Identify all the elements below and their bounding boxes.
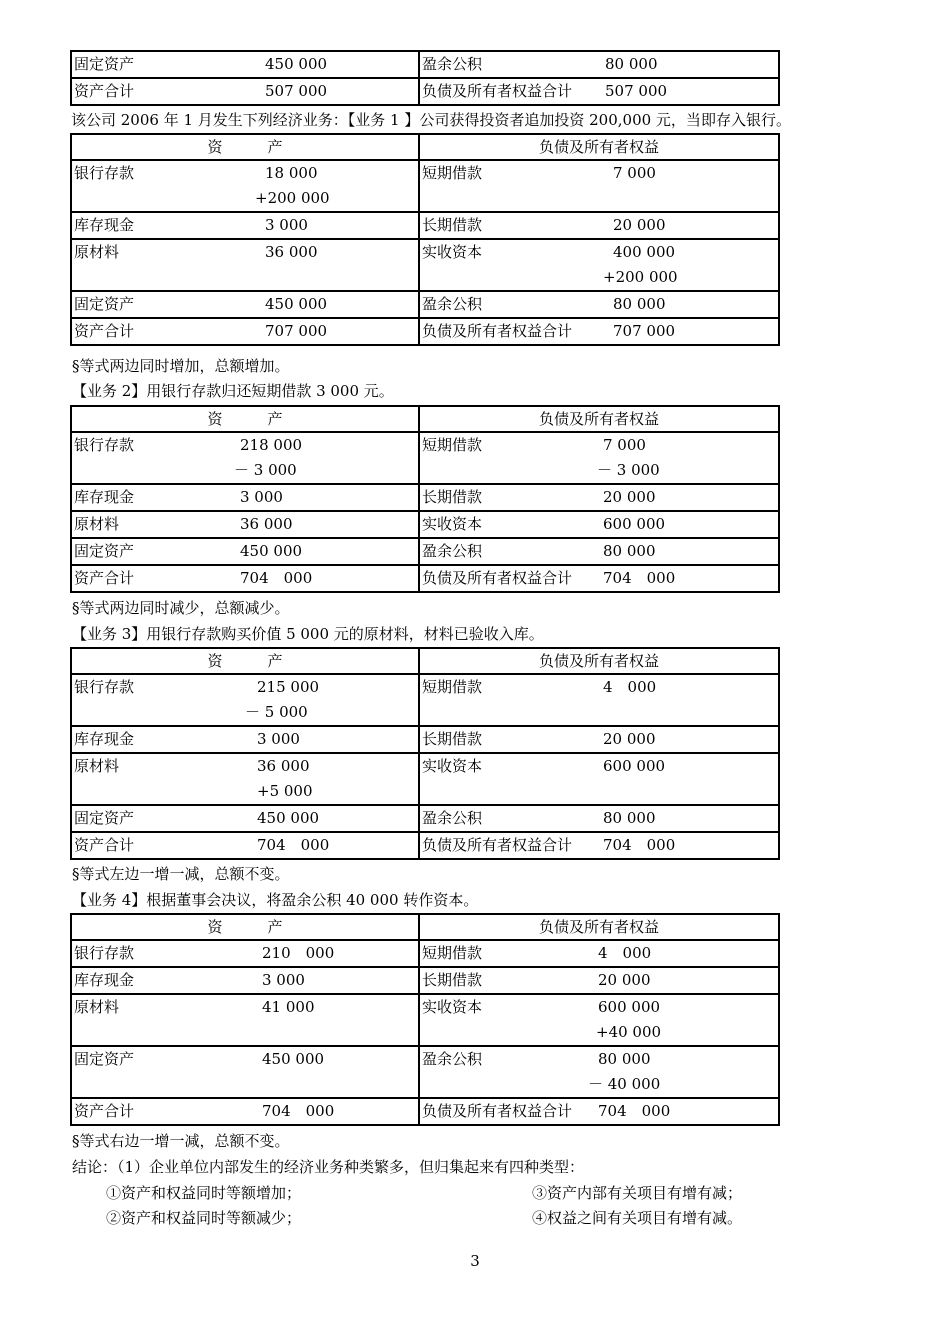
cell-line bbox=[420, 1020, 778, 1045]
account-name: 短期借款 bbox=[422, 678, 483, 696]
amount-value: 707 000 bbox=[613, 322, 676, 340]
header-liabilities-equity: 负债及所有者权益 bbox=[419, 134, 779, 160]
liability-equity-cell bbox=[419, 832, 779, 859]
account-name: 固定资产 bbox=[74, 55, 135, 73]
amount-value: 704 000 bbox=[240, 569, 313, 587]
liability-equity-cell bbox=[419, 994, 779, 1046]
liability-equity-cell bbox=[419, 160, 779, 212]
account-name: 原材料 bbox=[74, 757, 120, 775]
asset-cell bbox=[71, 674, 419, 726]
account-name: 原材料 bbox=[74, 243, 120, 261]
asset-cell bbox=[71, 967, 419, 994]
cell-line bbox=[72, 512, 418, 537]
account-name: 盈余公积 bbox=[422, 1050, 483, 1068]
cell-line bbox=[72, 292, 418, 317]
table-row bbox=[71, 51, 779, 78]
cell-line bbox=[72, 754, 418, 779]
header-assets: 资 产 bbox=[71, 914, 419, 940]
cell-line bbox=[420, 79, 778, 104]
table-row bbox=[71, 78, 779, 105]
account-name: 负债及所有者权益合计 bbox=[422, 836, 573, 854]
liability-equity-cell bbox=[419, 726, 779, 753]
liability-equity-cell bbox=[419, 1098, 779, 1125]
amount-value: 36 000 bbox=[265, 243, 318, 261]
cell-line bbox=[72, 700, 418, 725]
amount-value: 4 000 bbox=[603, 678, 657, 696]
liability-equity-cell bbox=[419, 940, 779, 967]
amount-value: 4 000 bbox=[598, 944, 652, 962]
liability-equity-cell bbox=[419, 805, 779, 832]
account-name: 长期借款 bbox=[422, 971, 483, 989]
cell-line bbox=[420, 833, 778, 858]
asset-cell bbox=[71, 212, 419, 239]
liability-equity-cell bbox=[419, 967, 779, 994]
asset-cell bbox=[71, 726, 419, 753]
cell-line bbox=[72, 833, 418, 858]
asset-cell bbox=[71, 538, 419, 565]
table-row bbox=[71, 726, 779, 753]
account-name: 资产合计 bbox=[74, 569, 135, 587]
table-header-row bbox=[71, 406, 779, 432]
header-assets: 资 产 bbox=[71, 406, 419, 432]
cell-line bbox=[420, 1047, 778, 1072]
account-name: 盈余公积 bbox=[422, 295, 483, 313]
account-name: 盈余公积 bbox=[422, 55, 483, 73]
page-number: 3 bbox=[470, 1252, 480, 1270]
cell-line bbox=[72, 539, 418, 564]
table-row bbox=[71, 160, 779, 212]
intro-business-1: 该公司 2006 年 1 月发生下列经济业务：【业务 1 】公司获得投资者追加投资 200,000 元，当即存入银行。 bbox=[71, 111, 791, 129]
header-assets: 资 产 bbox=[71, 134, 419, 160]
table-header-row bbox=[71, 648, 779, 674]
amount-value: 7 000 bbox=[603, 436, 646, 454]
table-row bbox=[71, 1046, 779, 1098]
business-4-description: 【业务 4】根据董事会决议，将盈余公积 40 000 转作资本。 bbox=[72, 891, 479, 909]
amount-value: 450 000 bbox=[257, 809, 320, 827]
amount-value: +5 000 bbox=[257, 782, 313, 800]
amount-value: 80 000 bbox=[613, 295, 666, 313]
amount-value: +40 000 bbox=[596, 1023, 662, 1041]
liability-equity-cell bbox=[419, 291, 779, 318]
account-name: 固定资产 bbox=[74, 1050, 135, 1068]
cell-line bbox=[420, 240, 778, 265]
account-name: 实收资本 bbox=[422, 757, 483, 775]
cell-line bbox=[72, 968, 418, 993]
amount-value: 600 000 bbox=[603, 757, 666, 775]
account-name: 负债及所有者权益合计 bbox=[422, 322, 573, 340]
account-name: 固定资产 bbox=[74, 542, 135, 560]
amount-value: 450 000 bbox=[240, 542, 303, 560]
asset-cell bbox=[71, 832, 419, 859]
amount-value: 20 000 bbox=[603, 488, 656, 506]
account-name: 长期借款 bbox=[422, 488, 483, 506]
amount-value: 7 000 bbox=[613, 164, 656, 182]
asset-cell bbox=[71, 291, 419, 318]
cell-line bbox=[72, 806, 418, 831]
conclusion-item: ③资产内部有关项目有增有减； bbox=[532, 1184, 743, 1202]
amount-value: 507 000 bbox=[605, 82, 668, 100]
amount-value: +200 000 bbox=[603, 268, 678, 286]
cell-line bbox=[72, 458, 418, 483]
amount-value: － 3 000 bbox=[597, 461, 660, 479]
cell-line bbox=[420, 968, 778, 993]
account-name: 长期借款 bbox=[422, 216, 483, 234]
liability-equity-cell bbox=[419, 78, 779, 105]
liability-equity-cell bbox=[419, 753, 779, 805]
amount-value: 707 000 bbox=[265, 322, 328, 340]
liability-equity-cell bbox=[419, 318, 779, 345]
amount-value: 704 000 bbox=[603, 836, 676, 854]
liability-equity-cell bbox=[419, 432, 779, 484]
cell-line bbox=[420, 485, 778, 510]
amount-value: 450 000 bbox=[265, 55, 328, 73]
table-header-row bbox=[71, 134, 779, 160]
cell-line bbox=[72, 566, 418, 591]
liability-equity-cell bbox=[419, 239, 779, 291]
amount-value: 20 000 bbox=[613, 216, 666, 234]
cell-line bbox=[420, 512, 778, 537]
cell-line bbox=[420, 727, 778, 752]
amount-value: 450 000 bbox=[262, 1050, 325, 1068]
amount-value: － 40 000 bbox=[588, 1075, 661, 1093]
balance-table-business-1 bbox=[70, 133, 780, 346]
conclusion-item: ④权益之间有关项目有增有减。 bbox=[532, 1209, 743, 1227]
amount-value: 80 000 bbox=[603, 809, 656, 827]
table-row bbox=[71, 432, 779, 484]
asset-cell bbox=[71, 753, 419, 805]
table-row bbox=[71, 565, 779, 592]
amount-value: 3 000 bbox=[265, 216, 308, 234]
header-liabilities-equity: 负债及所有者权益 bbox=[419, 914, 779, 940]
asset-cell bbox=[71, 78, 419, 105]
cell-line bbox=[72, 675, 418, 700]
table-row bbox=[71, 967, 779, 994]
table-row bbox=[71, 674, 779, 726]
cell-line bbox=[420, 433, 778, 458]
account-name: 短期借款 bbox=[422, 164, 483, 182]
asset-cell bbox=[71, 940, 419, 967]
asset-cell bbox=[71, 994, 419, 1046]
header-assets: 资 产 bbox=[71, 648, 419, 674]
cell-line bbox=[72, 319, 418, 344]
cell-line bbox=[72, 433, 418, 458]
account-name: 长期借款 bbox=[422, 730, 483, 748]
asset-cell bbox=[71, 160, 419, 212]
note-business-1: §等式两边同时增加，总额增加。 bbox=[72, 357, 290, 375]
table-row bbox=[71, 832, 779, 859]
amount-value: 215 000 bbox=[257, 678, 320, 696]
asset-cell bbox=[71, 805, 419, 832]
liability-equity-cell bbox=[419, 1046, 779, 1098]
amount-value: 600 000 bbox=[603, 515, 666, 533]
table-row bbox=[71, 994, 779, 1046]
account-name: 库存现金 bbox=[74, 971, 135, 989]
cell-line bbox=[72, 79, 418, 104]
cell-line bbox=[72, 52, 418, 77]
amount-value: 18 000 bbox=[265, 164, 318, 182]
liability-equity-cell bbox=[419, 565, 779, 592]
balance-table-business-2 bbox=[70, 405, 780, 593]
amount-value: 704 000 bbox=[598, 1102, 671, 1120]
amount-value: 36 000 bbox=[240, 515, 293, 533]
cell-line bbox=[72, 1047, 418, 1072]
account-name: 盈余公积 bbox=[422, 542, 483, 560]
amount-value: 3 000 bbox=[257, 730, 300, 748]
account-name: 资产合计 bbox=[74, 1102, 135, 1120]
amount-value: +200 000 bbox=[255, 189, 330, 207]
account-name: 实收资本 bbox=[422, 998, 483, 1016]
asset-cell bbox=[71, 511, 419, 538]
cell-line bbox=[72, 995, 418, 1020]
note-business-2: §等式两边同时减少，总额减少。 bbox=[72, 599, 290, 617]
cell-line bbox=[420, 806, 778, 831]
liability-equity-cell bbox=[419, 538, 779, 565]
account-name: 固定资产 bbox=[74, 295, 135, 313]
amount-value: 210 000 bbox=[262, 944, 335, 962]
account-name: 负债及所有者权益合计 bbox=[422, 1102, 573, 1120]
cell-line bbox=[420, 213, 778, 238]
conclusion-intro: 结论：（1）企业单位内部发生的经济业务种类繁多，但归集起来有四种类型： bbox=[72, 1158, 585, 1176]
amount-value: 450 000 bbox=[265, 295, 328, 313]
amount-value: 704 000 bbox=[603, 569, 676, 587]
table-row bbox=[71, 291, 779, 318]
amount-value: 20 000 bbox=[598, 971, 651, 989]
account-name: 资产合计 bbox=[74, 82, 135, 100]
cell-line bbox=[72, 186, 418, 211]
amount-value: 80 000 bbox=[603, 542, 656, 560]
amount-value: 41 000 bbox=[262, 998, 315, 1016]
cell-line bbox=[420, 941, 778, 966]
account-name: 银行存款 bbox=[74, 944, 135, 962]
account-name: 负债及所有者权益合计 bbox=[422, 82, 573, 100]
account-name: 银行存款 bbox=[74, 678, 135, 696]
account-name: 银行存款 bbox=[74, 164, 135, 182]
table-row bbox=[71, 239, 779, 291]
account-name: 银行存款 bbox=[74, 436, 135, 454]
table-row bbox=[71, 1098, 779, 1125]
asset-cell bbox=[71, 1046, 419, 1098]
account-name: 短期借款 bbox=[422, 944, 483, 962]
table-row bbox=[71, 753, 779, 805]
liability-equity-cell bbox=[419, 511, 779, 538]
cell-line bbox=[72, 161, 418, 186]
business-2-description: 【业务 2】用银行存款归还短期借款 3 000 元。 bbox=[72, 382, 394, 400]
account-name: 盈余公积 bbox=[422, 809, 483, 827]
table-row bbox=[71, 318, 779, 345]
note-business-4: §等式右边一增一减，总额不变。 bbox=[72, 1132, 290, 1150]
asset-cell bbox=[71, 484, 419, 511]
amount-value: 704 000 bbox=[262, 1102, 335, 1120]
cell-line bbox=[72, 213, 418, 238]
account-name: 短期借款 bbox=[422, 436, 483, 454]
cell-line bbox=[420, 292, 778, 317]
header-liabilities-equity: 负债及所有者权益 bbox=[419, 648, 779, 674]
table-header-row bbox=[71, 914, 779, 940]
conclusion-item: ①资产和权益同时等额增加； bbox=[106, 1184, 302, 1202]
account-name: 资产合计 bbox=[74, 836, 135, 854]
cell-line bbox=[420, 1072, 778, 1097]
amount-value: 600 000 bbox=[598, 998, 661, 1016]
cell-line bbox=[72, 240, 418, 265]
amount-value: 20 000 bbox=[603, 730, 656, 748]
cell-line bbox=[72, 779, 418, 804]
cell-line bbox=[420, 675, 778, 700]
asset-cell bbox=[71, 565, 419, 592]
account-name: 库存现金 bbox=[74, 488, 135, 506]
cell-line bbox=[420, 995, 778, 1020]
amount-value: 218 000 bbox=[240, 436, 303, 454]
account-name: 库存现金 bbox=[74, 216, 135, 234]
conclusion-item: ②资产和权益同时等额减少； bbox=[106, 1209, 302, 1227]
header-liabilities-equity: 负债及所有者权益 bbox=[419, 406, 779, 432]
table-row bbox=[71, 538, 779, 565]
cell-line bbox=[420, 458, 778, 483]
account-name: 原材料 bbox=[74, 515, 120, 533]
cell-line bbox=[420, 754, 778, 779]
account-name: 库存现金 bbox=[74, 730, 135, 748]
amount-value: 704 000 bbox=[257, 836, 330, 854]
liability-equity-cell bbox=[419, 51, 779, 78]
cell-line bbox=[420, 265, 778, 290]
asset-cell bbox=[71, 318, 419, 345]
asset-cell bbox=[71, 1098, 419, 1125]
asset-cell bbox=[71, 51, 419, 78]
account-name: 资产合计 bbox=[74, 322, 135, 340]
balance-table-business-3 bbox=[70, 647, 780, 860]
table-row bbox=[71, 940, 779, 967]
cell-line bbox=[420, 319, 778, 344]
account-name: 实收资本 bbox=[422, 515, 483, 533]
amount-value: 3 000 bbox=[240, 488, 283, 506]
amount-value: 80 000 bbox=[598, 1050, 651, 1068]
asset-cell bbox=[71, 432, 419, 484]
balance-table-business-4 bbox=[70, 913, 780, 1126]
cell-line bbox=[420, 161, 778, 186]
account-name: 原材料 bbox=[74, 998, 120, 1016]
cell-line bbox=[72, 485, 418, 510]
liability-equity-cell bbox=[419, 212, 779, 239]
amount-value: 3 000 bbox=[262, 971, 305, 989]
amount-value: 36 000 bbox=[257, 757, 310, 775]
account-name: 固定资产 bbox=[74, 809, 135, 827]
cell-line bbox=[72, 727, 418, 752]
cell-line bbox=[420, 566, 778, 591]
amount-value: 507 000 bbox=[265, 82, 328, 100]
cell-line bbox=[420, 1099, 778, 1124]
asset-cell bbox=[71, 239, 419, 291]
cell-line bbox=[420, 539, 778, 564]
liability-equity-cell bbox=[419, 674, 779, 726]
account-name: 负债及所有者权益合计 bbox=[422, 569, 573, 587]
note-business-3: §等式左边一增一减，总额不变。 bbox=[72, 865, 290, 883]
amount-value: 80 000 bbox=[605, 55, 658, 73]
business-3-description: 【业务 3】用银行存款购买价值 5 000 元的原材料，材料已验收入库。 bbox=[72, 625, 544, 643]
cell-line bbox=[72, 941, 418, 966]
cell-line bbox=[72, 1099, 418, 1124]
table-row bbox=[71, 805, 779, 832]
amount-value: － 5 000 bbox=[245, 703, 308, 721]
table-row bbox=[71, 484, 779, 511]
liability-equity-cell bbox=[419, 484, 779, 511]
cell-line bbox=[420, 52, 778, 77]
amount-value: 400 000 bbox=[613, 243, 676, 261]
table-row bbox=[71, 511, 779, 538]
amount-value: － 3 000 bbox=[234, 461, 297, 479]
account-name: 实收资本 bbox=[422, 243, 483, 261]
balance-table-continued bbox=[70, 50, 780, 106]
table-row bbox=[71, 212, 779, 239]
